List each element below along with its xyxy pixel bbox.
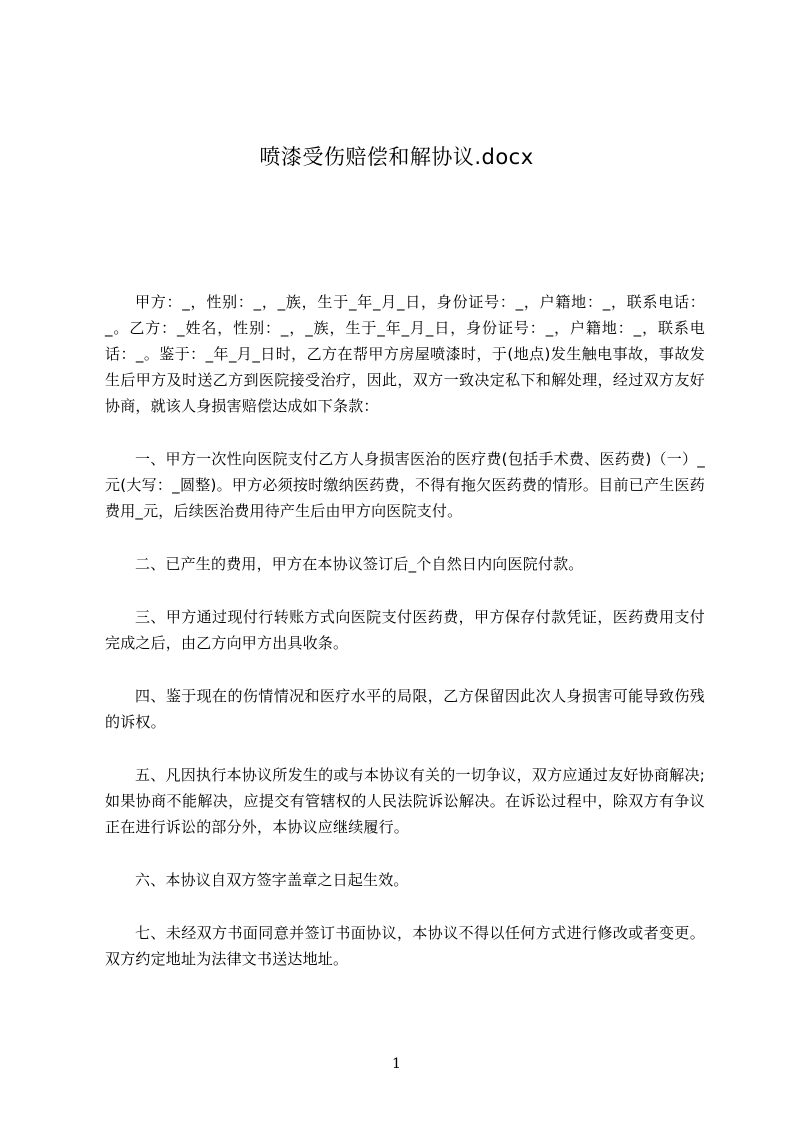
- paragraph-clause-2: 二、已产生的费用，甲方在本协议签订后_个自然日内向医院付款。: [135, 555, 584, 573]
- document-body: [105, 289, 705, 972]
- paragraph-clause-3: 三、甲方通过现付行转账方式向医院支付医药费，甲方保存付款凭证，医药费用支付完成之后，由乙方向甲方出具收条。: [105, 608, 705, 652]
- paragraph-clause-4: 四、鉴于现在的伤情情况和医疗水平的局限，乙方保留因此次人身损害可能导致伤残的诉权。: [105, 687, 705, 731]
- page-number: 1: [392, 1056, 401, 1072]
- paragraph-clause-7: 七、未经双方书面同意并签订书面协议，本协议不得以任何方式进行修改或者变更。双方约定地址为法律文书送达地址。: [105, 924, 705, 968]
- paragraph-clause-5: 五、凡因执行本协议所发生的或与本协议有关的一切争议，双方应通过友好协商解决;如果协商不能解决，应提交有管辖权的人民法院诉讼解决。在诉讼过程中，除双方有争议正在进行诉讼的部分外，本协议应继续履行。: [105, 766, 705, 836]
- paragraph-clause-1: 一、甲方一次性向医院支付乙方人身损害医治的医疗费(包括手术费、医药费)（一）_元(大写：_圆整)。甲方必须按时缴纳医药费，不得有拖欠医药费的情形。目前已产生医药费用_元，后续医治费用待产生后由甲方向医院支付。: [105, 450, 705, 520]
- paragraph-parties: 甲方：_，性别：_，_族，生于_年_月_日，身份证号：_，户籍地：_，联系电话：_。乙方：_姓名，性别：_，_族，生于_年_月_日，身份证号：_，户籍地：_，联系电话：_。鉴于：_年_月_日时，乙方在帮甲方房屋喷漆时，于(地点)发生触电事故，事故发生后甲方及时送乙方到医院接受治疗，因此，双方一致决定私下和解处理，经过双方友好协商，就该人身损害赔偿达成如下条款：: [105, 293, 705, 415]
- document-title: 喷漆受伤赔偿和解协议.docx: [259, 145, 534, 169]
- paragraph-clause-6: 六、本协议自双方签字盖章之日起生效。: [135, 871, 409, 889]
